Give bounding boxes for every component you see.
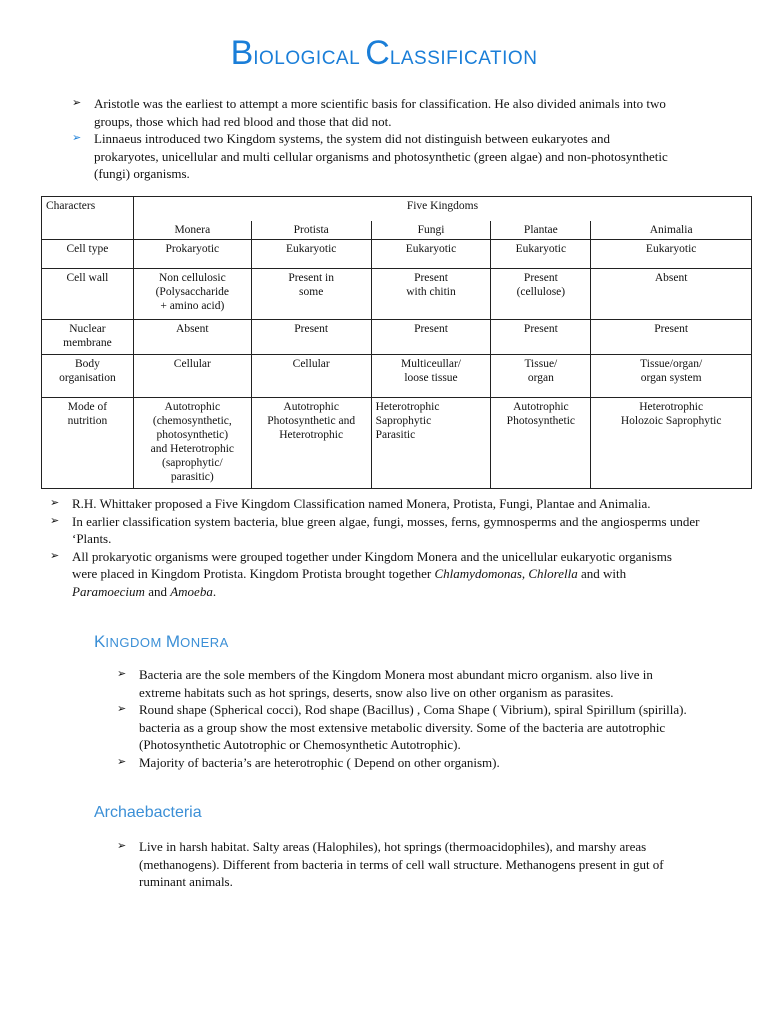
table-cell: Tissue/organ/ organ system (591, 355, 752, 398)
table-cell: Eukaryotic (491, 240, 591, 269)
intro-text: Linnaeus introduced two Kingdom systems, the system did not distinguish between eukaryotes and prokaryotes, unicellular and multi cellular organisms and photosynthetic (green algae) and non-photosynthetic (fungi) organisms. (94, 131, 668, 181)
list-item (50, 495, 700, 513)
row-label: Cell type (42, 240, 134, 269)
connector-text: and with (577, 566, 627, 581)
heading-part: INGDOM (105, 635, 166, 650)
table-cell: Non cellulosic (Polysaccharide + amino acid) (133, 269, 251, 320)
connector-text: and (144, 583, 171, 599)
row-label: Mode of nutrition (42, 398, 134, 489)
characters-header: Characters (42, 197, 134, 240)
monera-text: Majority of bacteria’s are heterotrophic ( Depend on other organism). (139, 754, 500, 770)
intro-list (72, 95, 672, 183)
row-label: Nuclear membrane (42, 320, 134, 355)
page-title (0, 34, 768, 73)
list-item (72, 130, 672, 183)
monera-text: Bacteria are the sole members of the Kingdom Monera most abundant micro organism. also live in extreme habitats such as hot springs, deserts, snow also live on other organism as parasites. (139, 667, 653, 700)
table-cell: Cellular (251, 355, 371, 398)
list-item (117, 754, 687, 772)
kingdom-monera-heading (94, 632, 229, 652)
bullet-arrow-icon: ➢ (50, 549, 60, 562)
table-cell: Autotrophic Photosynthetic and Heterotrophic (251, 398, 371, 489)
protista-text: All prokaryotic organisms were grouped together under Kingdom Monera and the unicellular eukaryotic organisms were placed in Kingdom Protista. Kingdom Protista brought together (72, 548, 672, 581)
intro-text: Aristotle was the earliest to attempt a more scientific basis for classification. He also divided animals into two groups, those which had red blood and those that did not. (94, 96, 666, 129)
table-cell: Present (371, 320, 491, 355)
list-item (117, 666, 687, 701)
table-cell: Heterotrophic Holozoic Saprophytic (591, 398, 752, 489)
bullet-arrow-icon: ➢ (117, 755, 127, 768)
species-name: Amoeba (170, 583, 213, 599)
table-cell: Tissue/ organ (491, 355, 591, 398)
bullet-arrow-icon: ➢ (72, 97, 82, 109)
title-part-2: LASSIFICATION (389, 48, 538, 69)
archaebacteria-list (117, 838, 687, 891)
whittaker-text: R.H. Whittaker proposed a Five Kingdom Classification named Monera, Protista, Fungi, Plantae and Animalia. (72, 496, 651, 511)
heading-part: ONERA (180, 635, 229, 650)
table-cell: Present (251, 320, 371, 355)
species-name: Chlamydomonas, Chlorella (434, 566, 578, 581)
list-item (117, 701, 687, 754)
kingdom-names-row (42, 221, 752, 240)
table-cell: Autotrophic (chemosynthetic, photosynthetic) and Heterotrophic (saprophytic/ parasitic) (133, 398, 251, 489)
five-kingdoms-table (41, 196, 752, 489)
list-item (50, 548, 700, 601)
table-row (42, 398, 752, 489)
table-cell: Autotrophic Photosynthetic (491, 398, 591, 489)
bullet-arrow-icon: ➢ (117, 668, 127, 680)
table-cell: Present with chitin (371, 269, 491, 320)
heading-initial: K (94, 632, 106, 651)
table-cell: Eukaryotic (251, 240, 371, 269)
table-cell: Eukaryotic (371, 240, 491, 269)
table-row (42, 269, 752, 320)
bullet-arrow-icon: ➢ (117, 840, 127, 852)
table-row (42, 240, 752, 269)
five-kingdoms-header (133, 197, 751, 222)
table-cell: Heterotrophic Saprophytic Parasitic (371, 398, 491, 489)
table-cell: Absent (133, 320, 251, 355)
table-row (42, 320, 752, 355)
table-cell: Prokaryotic (133, 240, 251, 269)
table-row (42, 355, 752, 398)
row-label: Cell wall (42, 269, 134, 320)
bullet-arrow-icon: ➢ (117, 703, 127, 715)
monera-text: Round shape (Spherical cocci), Rod shape (Bacillus) , Coma Shape ( Vibrium), spiral Spirillum (spirilla). bacteria as a group show the most extensive metabolic diversity. Some of the bacteria are autotrophic (Photosynthetic Autotrophic or Chemosynthetic Autotrophic). (139, 702, 687, 752)
heading-initial: M (165, 632, 181, 651)
list-item (117, 838, 687, 891)
table-cell: Present (cellulose) (491, 269, 591, 320)
species-name: Paramoecium (72, 583, 145, 599)
whittaker-list (50, 495, 700, 600)
archaebacteria-heading: Archaebacteria (94, 804, 202, 821)
list-item (72, 95, 672, 130)
five-kingdoms-title: Five Kingdoms (406, 200, 479, 212)
list-item (50, 513, 700, 548)
archaebacteria-text: Live in harsh habitat. Salty areas (Halophiles), hot springs (thermoacidophiles), and marshy areas (methanogens). Different from bacteria in terms of cell wall structure. Methanogens present in gut of ruminant animals. (139, 839, 664, 889)
kingdom-name: Fungi (371, 221, 491, 240)
kingdom-name: Monera (133, 221, 251, 240)
kingdom-name: Protista (251, 221, 371, 240)
table-header-row (42, 197, 752, 222)
table-cell: Present (591, 320, 752, 355)
bullet-arrow-icon: ➢ (50, 497, 60, 509)
bullet-arrow-icon: ➢ (72, 132, 82, 144)
table-cell: Present in some (251, 269, 371, 320)
kingdom-name: Animalia (591, 221, 752, 240)
table-cell: Present (491, 320, 591, 355)
monera-list (117, 666, 687, 771)
kingdom-name: Plantae (491, 221, 591, 240)
bullet-arrow-icon: ➢ (50, 514, 60, 527)
title-part-1: IOLOGICAL (253, 48, 366, 69)
row-label: Body organisation (42, 355, 134, 398)
table-cell: Absent (591, 269, 752, 320)
title-initial-b: B (230, 34, 254, 72)
connector-text: . (212, 583, 217, 599)
table-cell: Eukaryotic (591, 240, 752, 269)
table-cell: Multiceullar/ loose tissue (371, 355, 491, 398)
table-cell: Cellular (133, 355, 251, 398)
earlier-system-text: In earlier classification system bacteria, blue green algae, fungi, mosses, ferns, gymnosperms and the angiosperms under ‘Plants. (72, 513, 700, 546)
title-initial-c: C (365, 34, 390, 72)
